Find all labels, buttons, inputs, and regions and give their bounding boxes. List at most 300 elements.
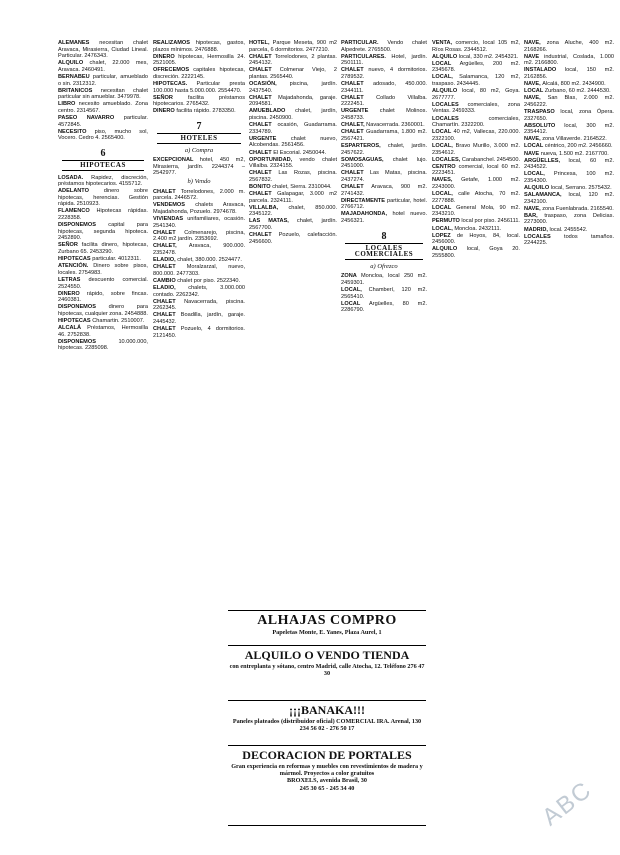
- classified-ad-lead: ALQUILO: [432, 88, 462, 95]
- classified-ad: [341, 129, 427, 142]
- classified-ad-text: chalet lujo. 2451000.: [341, 156, 427, 170]
- classified-ad-lead: CHALET: [341, 129, 367, 136]
- classifieds-page: [58, 40, 614, 855]
- classified-ad: [58, 291, 148, 304]
- classified-ad-text: unifamiliares, ocasión. 2541340.: [153, 215, 245, 229]
- classified-ad: [58, 263, 148, 276]
- classified-ad: [58, 242, 148, 255]
- classified-ad-text: chalets Aravaca, Majadahonda, Pozuelo. 2974678.: [153, 202, 245, 215]
- classified-ad: [432, 177, 520, 190]
- classified-ad-lead: DISPONEMOS: [58, 338, 119, 345]
- section-subheading: b) Vendo: [187, 178, 211, 185]
- classified-ad-text: local. 2455542.: [549, 226, 588, 233]
- classified-ad: [153, 285, 245, 298]
- classified-ad: [153, 264, 245, 277]
- classified-ad: [341, 122, 427, 129]
- classified-ad-text: chalet, jardín. 2567700.: [249, 218, 337, 232]
- classified-ad-lead: CHALET,: [153, 243, 189, 250]
- ad-divider: [228, 745, 426, 746]
- classified-ad: [153, 257, 245, 264]
- classified-ad-lead: NAVE,: [524, 81, 543, 88]
- column-6: [524, 40, 614, 830]
- classified-ad-text: capital para hipotecas, segunda hipoteca. 2452890.: [58, 222, 148, 242]
- classified-ad-text: chalet, jardín, piscina. 2450900.: [249, 108, 337, 122]
- ad-divider: [228, 610, 426, 611]
- classified-ad-text: Hipotecas rápidas. 2228358.: [58, 208, 148, 222]
- classified-ad-lead: ELADIO,: [153, 257, 178, 264]
- classified-ad: [524, 81, 614, 88]
- classified-ad: [341, 40, 427, 53]
- classified-ad-lead: LOSADA.: [58, 174, 92, 181]
- classified-ad-text: necesitan chalet Aravaca, Mirasierra, Ciudad Lineal. Particular. 2476343.: [58, 40, 148, 60]
- classified-ad-lead: CHALET: [249, 232, 279, 239]
- classified-ad-text: facilita préstamos hipotecarios. 2765432.: [153, 94, 245, 108]
- classified-ad-lead: DINERO: [58, 290, 87, 297]
- classified-ad-lead: LOCAL: [432, 204, 457, 211]
- classified-ad-text: Galapagar, 3.000 m2 parcela. 2324111.: [249, 191, 337, 204]
- classified-ad-lead: PERMUTO: [432, 218, 462, 225]
- classified-ad: [341, 143, 427, 156]
- classified-ad-lead: LOCAL: [341, 300, 369, 307]
- classified-ad-text: comercio, local 105 m2, Ríos Rosas. 2344512.: [432, 40, 520, 53]
- classified-ad-text: chalet por piso. 2522340.: [177, 277, 241, 284]
- classified-ad-text: traspaso, zona Delicias. 2273000.: [524, 212, 614, 226]
- classified-ad: [432, 40, 520, 53]
- classified-ad-lead: LOCAL: [432, 129, 454, 136]
- classified-ad-text: dinero sobre hipotecas, herencias. Gestión rápida. 2510923.: [58, 188, 148, 208]
- classified-ad: [249, 170, 337, 183]
- classified-ad-text: particular. 4572845.: [58, 115, 148, 128]
- classified-ad-text: zona Villaverde. 2164522.: [542, 136, 607, 143]
- classified-ad-text: chalet, 850.000. 2345122.: [249, 204, 337, 218]
- classified-ad: [58, 256, 148, 263]
- classified-ad-lead: CHALET,: [341, 122, 367, 129]
- classified-ad: [249, 136, 337, 149]
- classified-ad-text: 40 m2, Vallecas, 220.000. 2322100.: [432, 129, 520, 142]
- classified-ad-text: local, Goya 20. 2555800.: [432, 246, 520, 259]
- classified-ad: [249, 157, 337, 170]
- classified-ad-lead: ESPARTEROS,: [341, 142, 388, 149]
- classified-ad: [58, 88, 148, 101]
- classified-ad-text: Zurbano, 60 m2. 2444530.: [544, 88, 611, 95]
- classified-ad-text: necesito amueblado. Zona centro. 2314567.: [58, 101, 148, 114]
- classified-ad: [249, 150, 337, 157]
- classified-ad-lead: VENTA,: [432, 40, 456, 46]
- classified-ad: [524, 54, 614, 67]
- classified-ad-text: Bravo Murillo, 3.000 m2. 2354612.: [432, 142, 520, 156]
- classified-ad-lead: DINERO: [153, 53, 179, 60]
- classified-ad: [341, 81, 427, 94]
- classified-ad-lead: INSTALADO: [524, 67, 565, 74]
- ad-decoracion-phone: 245 30 65 - 245 34 40: [299, 784, 355, 792]
- classified-ad: [153, 157, 245, 177]
- classified-ad-lead: FLAMENCO: [58, 208, 97, 215]
- column-3: [249, 40, 337, 605]
- classified-ad-text: Aravaca, 900 m2. 2741432.: [341, 183, 427, 197]
- classified-ad-lead: NAVE,: [524, 136, 543, 143]
- classified-ad: [58, 74, 148, 87]
- classified-ad: [432, 88, 520, 101]
- classified-ad: [58, 60, 148, 73]
- classified-ad-lead: MADRID,: [524, 226, 550, 233]
- classified-ad: [432, 102, 520, 115]
- classified-ad-text: El Escorial. 2450044.: [273, 149, 327, 156]
- classified-ad: [341, 198, 427, 211]
- classified-ad-lead: CHALET: [153, 229, 185, 236]
- classified-ad-text: particular, amueblado o sin. 2312312.: [58, 73, 148, 87]
- ad-alquilo: [228, 648, 426, 677]
- classified-ad: [249, 67, 337, 80]
- classified-ad-text: Torrelodones, 2.000 m. parcela. 2446572.: [153, 188, 245, 202]
- classified-ad-lead: SALAMANCA,: [524, 192, 569, 199]
- column-1: [58, 40, 148, 820]
- classified-ad: [432, 61, 520, 74]
- classified-ad-lead: HIPOTECAS: [58, 256, 93, 263]
- classified-ad-text: Torrelodones, 2 plantas. 2454132.: [249, 53, 337, 67]
- classified-ad: [153, 54, 245, 67]
- classified-ad: [249, 122, 337, 135]
- classified-ad: [249, 81, 337, 94]
- section-title: HOTELES: [157, 133, 241, 144]
- classified-ad-lead: BERNABEU: [58, 73, 93, 80]
- classified-ad-text: nuevo, 4 dormitorios. 2789532.: [341, 67, 427, 80]
- classified-ad: [432, 54, 520, 61]
- classified-ad-text: hipotecas, gastos, plazos mínimos. 2476888.: [153, 40, 245, 53]
- section-header: [153, 121, 245, 144]
- classified-ad-lead: DISPONEMOS: [58, 222, 109, 229]
- classified-ad-lead: ELADIO,: [153, 284, 189, 291]
- classified-ad-lead: PARTICULARES.: [341, 53, 392, 60]
- ad-decoracion-firm: BROXELS, avenida Brasil, 30: [287, 777, 367, 785]
- classified-ad-text: hotel nuevo. 2456321.: [341, 211, 427, 224]
- classified-ad: [432, 143, 520, 156]
- classified-ad-text: chalet, jardín. 2457622.: [341, 142, 427, 156]
- classified-ad: [524, 213, 614, 226]
- classified-ad-text: facilita rápido. 2783350.: [176, 108, 236, 115]
- classified-ad-text: Getafe, 1.000 m2. 2243000.: [432, 177, 520, 190]
- classified-ad-lead: ALQUILO: [432, 53, 459, 60]
- classified-ad-lead: NAVE: [524, 53, 545, 60]
- classified-ad: [432, 191, 520, 204]
- ad-alquilo-headline: ALQUILO O VENDO TIENDA: [244, 648, 410, 662]
- classified-ad: [524, 192, 614, 205]
- classified-ad: [524, 40, 614, 53]
- classified-ad-lead: DINERO: [153, 108, 177, 115]
- section-title: HIPOTECAS: [62, 160, 144, 171]
- classified-ad: [249, 232, 337, 245]
- classified-ad-lead: NAVE,: [524, 95, 548, 102]
- classified-ad: [249, 108, 337, 121]
- classified-ad: [58, 222, 148, 242]
- classified-ad: [524, 143, 614, 150]
- classified-ad: [341, 184, 427, 197]
- classified-ad-text: céntrico, 200 m2. 2456660.: [544, 143, 613, 150]
- ad-decoracion: [228, 748, 426, 792]
- classified-ad-lead: OFRECEMOS: [153, 67, 194, 74]
- classified-ad: [249, 205, 337, 218]
- classified-ad-lead: CHALET: [341, 67, 369, 74]
- classified-ad-lead: CHALET: [249, 149, 274, 156]
- classified-ad-text: capitales hipotecas, discreción. 2222145.: [153, 67, 245, 80]
- classified-ad: [341, 54, 427, 67]
- classified-ad: [341, 211, 427, 224]
- classified-ad-text: chalet, 380.000. 2524477.: [177, 257, 242, 264]
- ad-banaka-text: Paneles plateados (distribuidor oficial) COMERCIAL IRA. Arenal, 130: [232, 718, 422, 725]
- classified-ad-lead: CHALET: [249, 191, 278, 198]
- classified-ad-lead: CHALET: [153, 298, 185, 305]
- classified-ad-lead: ALQUILO: [524, 184, 551, 191]
- classified-ad-lead: LIBRO: [58, 101, 79, 108]
- classified-ad-lead: LOCAL,: [432, 225, 455, 232]
- classified-ad-lead: LOCALES: [524, 233, 565, 240]
- classified-ad-text: 10.000.000, hipotecas. 2285098.: [58, 338, 148, 352]
- classified-ad: [153, 299, 245, 312]
- classified-ad: [249, 54, 337, 67]
- classified-ad-text: Moncloa, local 250 m2. 2459301.: [341, 273, 427, 286]
- classified-ad-lead: LOCAL,: [524, 171, 554, 178]
- classified-ad-lead: EXCEPCIONAL: [153, 157, 200, 164]
- classified-ad-lead: CHALET: [249, 67, 280, 74]
- classified-ad-text: Dinero sobre pisos, locales. 2754983.: [58, 263, 148, 276]
- classified-ad-lead: ADELANTO: [58, 188, 104, 195]
- classified-ad-text: Aravaca, 900.000. 2352478.: [153, 243, 245, 256]
- ad-decoracion-text: Gran experiencia en reformas y muebles con revestimientos de madera y mármol. Proyectos a color gratuitos: [231, 763, 423, 778]
- classified-ad-lead: CHALET: [341, 94, 377, 101]
- classified-ad: [58, 304, 148, 317]
- classified-ad: [153, 230, 245, 243]
- classified-ad: [153, 40, 245, 53]
- classified-ad-lead: CHALET: [341, 170, 370, 177]
- classified-ad: [341, 170, 427, 183]
- classified-ad-lead: DISPONEMOS: [58, 304, 109, 311]
- ad-banaka: [228, 703, 426, 732]
- classified-ad-text: piso, mucho sol, Vocero. Cedro 4. 2565400.: [58, 128, 148, 142]
- classified-ad-lead: CHALET: [249, 170, 279, 177]
- classified-ad-lead: CHALET: [153, 188, 181, 195]
- classified-ad: [432, 116, 520, 129]
- classified-ad-text: Moralzarzal, nuevo, 800.000. 2477303.: [153, 264, 245, 277]
- classified-ad-text: ocasión, Guadarrama. 2334789.: [249, 122, 337, 135]
- classified-ad-lead: LOCAL: [524, 88, 545, 95]
- classified-ad-text: zona Fuenlabrada. 2165540.: [542, 205, 614, 212]
- classified-ad: [58, 101, 148, 114]
- classified-ad-lead: REALIZAMOS: [153, 40, 196, 46]
- classified-ad-text: Majadahonda, garaje. 2094581.: [249, 94, 337, 108]
- classified-ad: [153, 216, 245, 229]
- classified-ad-text: chalet, 22.000 mes, Aravaca. 2460491.: [58, 60, 148, 73]
- classified-ad-text: particular. 4012311.: [92, 256, 141, 263]
- classified-ad: [432, 129, 520, 142]
- classified-ad-lead: ALQUILO: [58, 60, 90, 67]
- classified-ad: [524, 234, 614, 247]
- classified-ad-text: Pozuelo, 4 dormitorios. 2121450.: [153, 325, 245, 339]
- classified-ad-text: facilita dinero, hipotecas, Zurbano 65. 2453290.: [58, 242, 148, 256]
- classified-ad: [153, 67, 245, 80]
- classified-ad: [432, 218, 520, 225]
- classified-ad-lead: BONITO: [249, 183, 273, 190]
- ad-alhajas-text: Papeletas Monte, E. Yanes, Plaza Aurel, 1: [272, 629, 382, 636]
- classified-ad-text: hipotecas, Hermosilla 24. 2521005.: [153, 53, 245, 67]
- classified-ad-text: industrial, Coslada, 1.000 m2. 2166800.: [524, 53, 614, 67]
- classified-ad-lead: CHALET: [249, 122, 278, 129]
- classified-ad-lead: PASEO NAVARRO: [58, 115, 124, 122]
- classified-ad-text: chalet Molinos. 2458733.: [341, 108, 427, 122]
- classified-ad: [432, 157, 520, 164]
- classified-ad-text: chalet, Sierra. 2310044.: [272, 183, 332, 190]
- classified-ad-lead: LOCAL,: [432, 142, 456, 149]
- classified-ad-text: local, zona Ópera. 2327650.: [524, 108, 614, 122]
- classified-ad: [524, 158, 614, 171]
- classified-ad-lead: ATENCIÓN.: [58, 263, 94, 270]
- classified-ad-lead: NECESITO: [58, 128, 95, 135]
- classified-ad-text: chalets, 3.000.000 contado. 2262342.: [153, 284, 245, 298]
- classified-ad: [524, 151, 614, 158]
- classified-ad: [524, 206, 614, 213]
- classified-ad-lead: NAVE,: [524, 205, 543, 212]
- classified-ad: [153, 81, 245, 94]
- classified-ad-text: local, Serrano. 2575432.: [550, 184, 612, 191]
- classified-ad-lead: CHALET: [153, 264, 187, 271]
- classified-ad: [153, 95, 245, 108]
- classified-ad-lead: CHALET: [153, 312, 181, 319]
- classified-ad-text: rápido, sobre fincas. 2460381.: [58, 290, 148, 304]
- classified-ad-text: local por piso. 2456111.: [461, 218, 520, 225]
- classified-ad-text: dinero para hipotecas, cualquier zona. 2454888.: [58, 304, 148, 317]
- classified-ad-text: de Hoyos, 84, local. 2456000.: [432, 232, 520, 246]
- classified-ad-text: Colmenarejo, piscina, 2.400 m2 jardín. 2353692.: [153, 229, 245, 243]
- section-header: [58, 148, 148, 171]
- classified-ad-text: Guadarrama, 1.800 m2. 2567421.: [341, 129, 427, 142]
- classified-ad-text: Collado Villalba. 2222451.: [341, 94, 427, 108]
- classified-ad-lead: URGENTE: [341, 108, 380, 115]
- classified-ad-lead: CENTRO: [432, 163, 459, 170]
- classified-ad-text: Salamanca, 120 m2, traspaso. 2434445.: [432, 74, 520, 88]
- classified-ad-lead: VIVIENDAS: [153, 215, 188, 222]
- column-5: [432, 40, 520, 830]
- classified-ad: [341, 67, 427, 80]
- classified-ad-text: Colmenar Viejo, 2 plantas. 2565440.: [249, 67, 337, 80]
- classified-ad: [524, 171, 614, 184]
- classified-ad-text: Rapidez, discreción, préstamos hipotecarios. 4155712.: [58, 174, 148, 188]
- classified-ad: [524, 67, 614, 80]
- classified-ad-text: todos tamaños. 2244225.: [524, 233, 614, 247]
- classified-ad-text: particular, hotel. 2766712.: [341, 197, 427, 211]
- classified-ad-lead: ARGÜELLES,: [524, 157, 569, 164]
- classified-ad: [249, 184, 337, 191]
- classified-ad-text: necesitan chalet particular sin amueblar. 3479978.: [58, 87, 148, 101]
- classified-ad: [432, 226, 520, 233]
- classified-ad: [58, 40, 148, 60]
- classified-ad-text: piscina, jardín. 2437540.: [249, 81, 337, 94]
- classified-ad: [341, 157, 427, 170]
- classified-ad-text: Préstamos, Hermosilla 46. 2752838.: [58, 325, 148, 338]
- classified-ad-lead: AMUEBLADO: [249, 108, 296, 115]
- classified-ad: [153, 243, 245, 256]
- classified-ad: [341, 108, 427, 121]
- classified-ad: [58, 339, 148, 352]
- classified-ad-lead: OPORTUNIDAD,: [249, 156, 300, 163]
- abc-watermark: ABC: [537, 775, 598, 832]
- classified-ad-lead: NAVES,: [432, 177, 462, 184]
- classified-ad-lead: SEÑOR: [58, 242, 82, 249]
- classified-ad: [249, 40, 337, 53]
- classified-ad-text: Argüelles, 80 m2. 2286790.: [341, 300, 427, 314]
- classified-ad-lead: LOCALES: [432, 115, 489, 122]
- classified-ad: [432, 246, 520, 259]
- ad-alhajas-headline: ALHAJAS COMPRO: [257, 613, 397, 628]
- ad-divider: [228, 645, 426, 646]
- classified-ad-lead: SEÑOR: [153, 94, 188, 101]
- classified-ad-text: Moncloa. 2432111.: [454, 225, 502, 232]
- ad-alquilo-text: con entreplanta y sótano, centro Madrid, calle Atocha, 12. Teléfono 276 47 30: [229, 663, 425, 678]
- classified-ad: [153, 326, 245, 339]
- classified-ad-text: Las Matas, piscina. 2437274.: [341, 170, 427, 183]
- classified-ad-lead: CHALET: [249, 94, 279, 101]
- classified-ad-lead: HIPOTECAS.: [153, 81, 197, 88]
- ad-divider: [228, 700, 426, 701]
- classified-ad-text: vendo chalet Villalba. 2324155.: [249, 156, 337, 170]
- classified-ad-lead: URGENTE: [249, 135, 291, 142]
- classified-ad-text: chalet nuevo, Alcobendas. 2561456.: [249, 135, 337, 149]
- section-number: 7: [196, 121, 202, 133]
- classified-ad-text: Argüelles, 200 m2. 2345678.: [432, 60, 520, 74]
- classified-ad-lead: LOCALES: [432, 101, 468, 108]
- classified-ad-lead: LAS MATAS,: [249, 218, 297, 225]
- classified-ad: [524, 136, 614, 143]
- classified-ad: [341, 301, 427, 314]
- classified-ad: [58, 129, 148, 142]
- classified-ad-lead: LOCALES,: [432, 156, 462, 163]
- classified-ad-text: adosado, 450.000. 2344111.: [341, 81, 427, 94]
- classified-ad-lead: LETRAS: [58, 276, 89, 283]
- classified-ad-text: Alcalá, 800 m2. 2434900.: [542, 81, 606, 88]
- classified-ad-lead: PARTICULAR.: [341, 40, 388, 46]
- classified-ad-text: local, 150 m2. 2162856.: [524, 67, 614, 80]
- ad-divider: [228, 825, 426, 826]
- classified-ad: [524, 185, 614, 192]
- classified-ad-text: Navacerrada, piscina. 2262345.: [153, 298, 245, 312]
- classified-ad-text: Chamberí, 120 m2. 2565410.: [341, 287, 427, 300]
- classified-ad-text: Navacerrada. 2360001.: [366, 122, 425, 129]
- classified-ad-lead: LOCAL,: [432, 74, 460, 81]
- classified-ad-lead: OCASIÓN,: [249, 81, 290, 88]
- classified-ad: [432, 74, 520, 87]
- classified-ad-lead: ABSOLUTO: [524, 122, 565, 129]
- classified-ad-text: Parque Meseta, 900 m2 parcela, 6 dormitorios. 2477210.: [249, 40, 337, 53]
- classified-ad-lead: CHALET: [341, 81, 373, 88]
- classified-ad-text: local, 300 m2. 2354412.: [524, 122, 614, 136]
- classified-ad: [341, 287, 427, 300]
- classified-ad-text: comerciales, zona Ventas. 2459333.: [432, 101, 520, 115]
- classified-ad: [153, 202, 245, 215]
- classified-ad-lead: NAVE: [524, 150, 541, 157]
- classified-ad-lead: LOCAL,: [341, 287, 369, 293]
- classified-ad-lead: MAJADAHONDA,: [341, 211, 393, 218]
- classified-ad-text: Hotel, jardín. 2501111.: [341, 53, 427, 67]
- section-subheading: a) Compra: [184, 146, 214, 154]
- classified-ad: [524, 88, 614, 95]
- classified-ad-lead: ZONA: [341, 273, 362, 280]
- classified-ad-text: comercial, local 60 m2. 2223451.: [432, 163, 520, 177]
- classified-ad-lead: CHALET: [153, 325, 181, 332]
- classified-ad: [58, 318, 148, 325]
- classified-ad-text: Particular presta 100.000 hasta 5.000.000. 2554470.: [153, 81, 245, 94]
- classified-ad: [249, 95, 337, 108]
- classified-ad-text: local, 80 m2, Goya. 2677777.: [432, 88, 520, 101]
- section-header: [341, 231, 427, 260]
- classified-ad: [524, 109, 614, 122]
- classified-ad-lead: LOPEZ: [432, 232, 457, 239]
